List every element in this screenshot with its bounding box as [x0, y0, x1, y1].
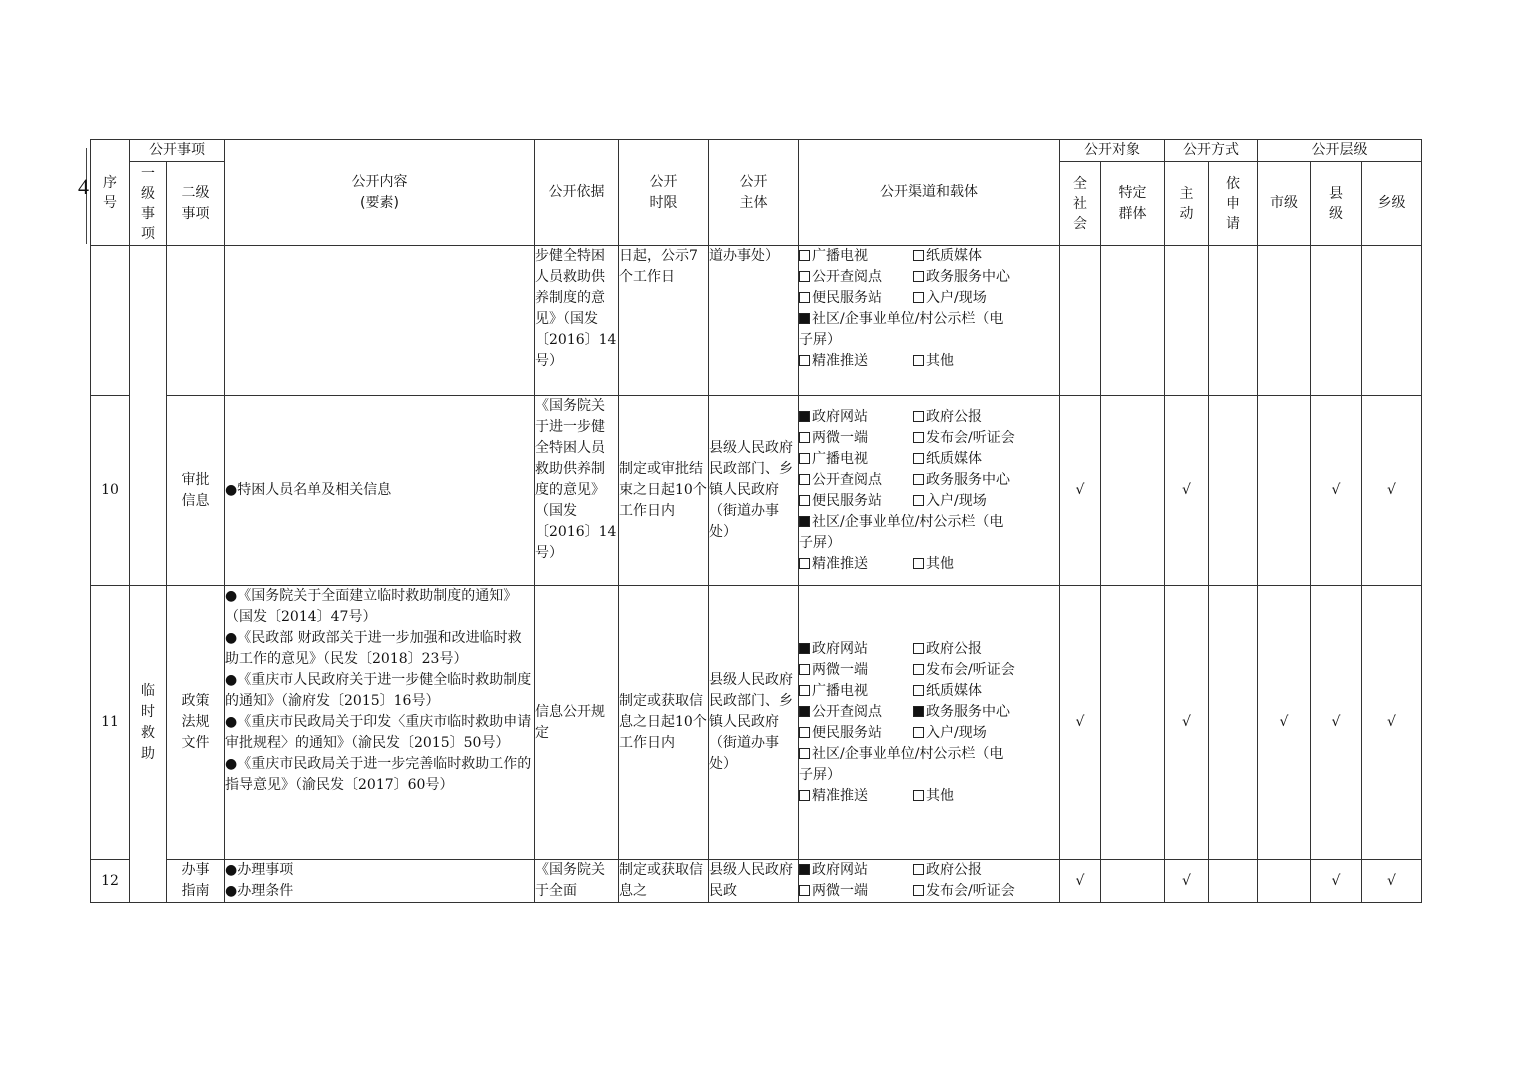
channel-label: 入户/现场	[926, 724, 987, 741]
checked-box-icon	[799, 411, 810, 422]
row-subject: 道办事处）	[709, 246, 799, 396]
channel-label: 政务服务中心	[926, 269, 1010, 285]
row-basis: 《国务院关于全面	[535, 860, 619, 903]
channel-line	[799, 702, 1059, 723]
unchecked-box-icon	[913, 685, 924, 696]
checkmark-icon: √	[1182, 872, 1191, 889]
unchecked-box-icon	[799, 292, 810, 303]
row-level2	[167, 586, 225, 860]
channel-option	[799, 723, 913, 744]
row-content	[225, 396, 535, 586]
row-level-county	[1311, 246, 1362, 396]
header-level-county: 县级	[1311, 162, 1362, 246]
row-level1	[130, 246, 167, 396]
channel-option	[913, 246, 1027, 267]
channel-option	[799, 660, 913, 681]
channel-label: 广播电视	[812, 682, 868, 699]
channel-option	[799, 881, 913, 902]
unchecked-box-icon	[799, 355, 810, 366]
channel-option	[799, 351, 913, 372]
unchecked-box-icon	[913, 474, 924, 485]
unchecked-box-icon	[799, 885, 810, 896]
row-target-all	[1060, 860, 1101, 903]
channel-label: 精准推送	[812, 787, 868, 804]
channel-line	[799, 407, 1059, 428]
row-basis: 信息公开规定	[535, 586, 619, 860]
channel-line	[799, 723, 1059, 744]
channel-label: 入户/现场	[926, 492, 987, 509]
checkmark-icon: √	[1075, 482, 1085, 498]
checkmark-icon: √	[1331, 872, 1341, 889]
row-target-specific	[1101, 246, 1165, 396]
row-time-limit: 制定或审批结束之日起10个工作日内	[619, 396, 709, 586]
header-subject: 公开 主体	[709, 140, 799, 246]
row-seq: 10	[91, 396, 130, 586]
content-item: ●办理事项	[225, 862, 294, 878]
channel-label: 纸质媒体	[926, 682, 982, 699]
header-method-active: 主动	[1165, 162, 1209, 246]
row-basis: 步健全特困人员救助供养制度的意见》（国发〔2016〕14号）	[535, 246, 619, 396]
channel-option	[913, 267, 1027, 288]
row-method-active	[1165, 860, 1209, 903]
row-method-active	[1165, 586, 1209, 860]
channel-option	[913, 723, 1027, 744]
unchecked-box-icon	[913, 271, 924, 282]
channel-option	[799, 491, 913, 512]
unchecked-box-icon	[913, 411, 924, 422]
content-item: ●办理条件	[225, 883, 294, 899]
channel-option	[799, 554, 913, 575]
channel-line	[799, 449, 1059, 470]
row-channels	[799, 860, 1060, 903]
row-level-county	[1311, 860, 1362, 903]
unchecked-box-icon	[913, 453, 924, 464]
unchecked-box-icon	[913, 664, 924, 675]
row-level1-text: 临时救助	[141, 682, 155, 762]
checkmark-icon: √	[1182, 482, 1191, 498]
channel-option	[913, 881, 1027, 902]
header-level-town: 乡级	[1362, 162, 1422, 246]
checked-box-icon	[913, 706, 924, 717]
channel-label: 政府网站	[812, 408, 868, 425]
row-seq: 12	[91, 860, 130, 903]
row-level-city	[1258, 396, 1311, 586]
row-level2	[167, 860, 225, 903]
channel-option	[799, 246, 913, 267]
header-level-group: 公开层级	[1258, 140, 1422, 162]
row-method-active	[1165, 396, 1209, 586]
channel-label: 便民服务站	[812, 724, 882, 741]
channel-line	[799, 554, 1059, 575]
header-items-group: 公开事项	[130, 140, 225, 162]
channel-option	[913, 288, 1027, 309]
disclosure-table	[90, 139, 1422, 903]
unchecked-box-icon	[799, 790, 810, 801]
content-item: ●《重庆市民政局关于印发〈重庆市临时救助申请审批规程〉的通知》（渝民发〔2015〕50号）	[225, 714, 532, 751]
unchecked-box-icon	[799, 250, 810, 261]
row-target-all	[1060, 246, 1101, 396]
row-method-request	[1209, 860, 1258, 903]
unchecked-box-icon	[913, 250, 924, 261]
row-target-all	[1060, 586, 1101, 860]
channel-label: 入户/现场	[926, 290, 987, 306]
channel-line	[799, 351, 1059, 372]
content-item: ●《民政部 财政部关于进一步加强和改进临时救助工作的意见》（民发〔2018〕23号）	[225, 630, 522, 667]
channel-line	[799, 470, 1059, 491]
channel-label: 其他	[926, 787, 954, 804]
header-basis: 公开依据	[535, 140, 619, 246]
row-channels	[799, 586, 1060, 860]
unchecked-box-icon	[913, 643, 924, 654]
channel-option	[913, 428, 1027, 449]
channel-option	[913, 554, 1027, 575]
channel-label: 便民服务站	[812, 290, 882, 306]
row-level2-text: 政策法规文件	[181, 693, 210, 751]
row-level-town	[1362, 396, 1422, 586]
channel-line	[799, 660, 1059, 681]
checkmark-icon: √	[1075, 714, 1085, 730]
row-level-county	[1311, 396, 1362, 586]
checked-box-icon	[799, 516, 810, 527]
channel-option	[913, 639, 1027, 660]
channel-label: 两微一端	[812, 661, 868, 678]
row-level1	[130, 396, 167, 586]
row-level1	[130, 860, 167, 903]
channel-option	[799, 786, 913, 807]
row-level-city	[1258, 586, 1311, 860]
header-content: 公开内容 (要素)	[225, 140, 535, 246]
channel-line	[799, 786, 1059, 807]
row-target-specific	[1101, 586, 1165, 860]
channel-label: 政府公报	[926, 408, 982, 425]
row-target-all	[1060, 396, 1101, 586]
channel-option	[799, 681, 913, 702]
header-method-request: 依申请	[1209, 162, 1258, 246]
table-row	[91, 396, 1422, 586]
channel-label: 公开查阅点	[812, 269, 882, 285]
row-level-town	[1362, 860, 1422, 903]
channel-option	[913, 407, 1027, 428]
row-method-request	[1209, 246, 1258, 396]
channel-label: 发布会/听证会	[926, 883, 1015, 899]
header-method-group: 公开方式	[1165, 140, 1258, 162]
row-target-specific	[1101, 860, 1165, 903]
channel-option	[799, 860, 913, 881]
row-level1	[130, 586, 167, 860]
row-target-specific	[1101, 396, 1165, 586]
unchecked-box-icon	[799, 748, 810, 759]
page-number: 4	[78, 174, 89, 199]
channel-label: 纸质媒体	[926, 450, 982, 467]
channel-line	[799, 744, 1011, 786]
channel-option	[799, 514, 1003, 551]
channel-label: 政府网站	[812, 862, 868, 878]
channel-option	[799, 639, 913, 660]
channel-label: 便民服务站	[812, 492, 882, 509]
channel-line	[799, 309, 1011, 351]
channel-label: 政府公报	[926, 862, 982, 878]
channel-label: 发布会/听证会	[926, 429, 1015, 446]
content-item: ●《重庆市民政局关于进一步完善临时救助工作的指导意见》（渝民发〔2017〕60号）	[225, 756, 532, 793]
checked-box-icon	[799, 643, 810, 654]
checkmark-icon: √	[1182, 714, 1191, 730]
content-item: ●特困人员名单及相关信息	[225, 482, 392, 498]
unchecked-box-icon	[913, 292, 924, 303]
row-subject: 县级人民政府民政	[709, 860, 799, 903]
row-content	[225, 586, 535, 860]
unchecked-box-icon	[799, 495, 810, 506]
unchecked-box-icon	[799, 664, 810, 675]
row-seq: 11	[91, 586, 130, 860]
unchecked-box-icon	[799, 685, 810, 696]
channel-option	[913, 351, 1027, 372]
channel-label: 纸质媒体	[926, 248, 982, 264]
header-time: 公开 时限	[619, 140, 709, 246]
channel-label: 政府公报	[926, 640, 982, 657]
checkmark-icon: √	[1387, 872, 1396, 889]
channel-option	[799, 407, 913, 428]
header-target-all: 全社会	[1060, 162, 1101, 246]
channel-label: 两微一端	[812, 429, 868, 446]
channel-label: 公开查阅点	[812, 703, 882, 720]
channel-line	[799, 491, 1059, 512]
unchecked-box-icon	[913, 558, 924, 569]
checkmark-icon: √	[1387, 482, 1396, 498]
channel-option	[799, 267, 913, 288]
row-time-limit: 制定或获取信息之日起10个工作日内	[619, 586, 709, 860]
channel-label: 社区/企事业单位/村公示栏（电子屏）	[799, 311, 1004, 348]
channel-option	[913, 449, 1027, 470]
channel-option	[799, 470, 913, 491]
channel-label: 其他	[926, 555, 954, 572]
row-channels	[799, 396, 1060, 586]
channel-option	[799, 311, 1003, 348]
channel-line	[799, 639, 1059, 660]
channel-label: 公开查阅点	[812, 471, 882, 488]
channel-label: 发布会/听证会	[926, 661, 1015, 678]
header-target-group: 公开对象	[1060, 140, 1165, 162]
unchecked-box-icon	[913, 495, 924, 506]
header-level2: 二级 事项	[167, 162, 225, 246]
row-seq	[91, 246, 130, 396]
row-content	[225, 246, 535, 396]
row-level2	[167, 246, 225, 396]
header-level-city: 市级	[1258, 162, 1311, 246]
unchecked-box-icon	[799, 432, 810, 443]
unchecked-box-icon	[799, 453, 810, 464]
checkmark-icon: √	[1279, 714, 1289, 730]
channel-option	[799, 746, 1003, 783]
row-basis: 《国务院关于进一步健全特困人员救助供养制度的意见》（国发〔2016〕14号）	[535, 396, 619, 586]
header-seq: 序号	[91, 140, 130, 246]
channel-option	[799, 449, 913, 470]
channel-line	[799, 881, 1059, 902]
unchecked-box-icon	[799, 558, 810, 569]
checked-box-icon	[799, 706, 810, 717]
content-item: ●《国务院关于全面建立临时救助制度的通知》（国发〔2014〕47号）	[225, 588, 518, 625]
unchecked-box-icon	[799, 271, 810, 282]
row-level2-text: 审批信息	[181, 471, 210, 509]
channel-label: 广播电视	[812, 248, 868, 264]
channel-line	[799, 860, 1059, 881]
table-row	[91, 586, 1422, 860]
unchecked-box-icon	[913, 790, 924, 801]
channel-line	[799, 246, 1059, 267]
channel-option	[913, 681, 1027, 702]
unchecked-box-icon	[913, 727, 924, 738]
channel-line	[799, 428, 1059, 449]
unchecked-box-icon	[913, 432, 924, 443]
row-level-county	[1311, 586, 1362, 860]
channel-label: 社区/企事业单位/村公示栏（电子屏）	[799, 745, 1004, 783]
channel-option	[913, 786, 1027, 807]
checkmark-icon: √	[1331, 482, 1341, 498]
row-method-active	[1165, 246, 1209, 396]
row-level2	[167, 396, 225, 586]
channel-option	[913, 860, 1027, 881]
channel-line	[799, 681, 1059, 702]
unchecked-box-icon	[799, 474, 810, 485]
content-item: ●《重庆市人民政府关于进一步健全临时救助制度的通知》（渝府发〔2015〕16号）	[225, 672, 532, 709]
channel-label: 社区/企事业单位/村公示栏（电子屏）	[799, 513, 1004, 551]
channel-option	[913, 491, 1027, 512]
channel-option	[799, 428, 913, 449]
channel-label: 政务服务中心	[926, 703, 1010, 720]
channel-option	[913, 470, 1027, 491]
row-level-city	[1258, 246, 1311, 396]
row-level-city	[1258, 860, 1311, 903]
table-row	[91, 860, 1422, 903]
channel-option	[799, 288, 913, 309]
channel-option	[913, 660, 1027, 681]
checked-box-icon	[799, 313, 810, 324]
unchecked-box-icon	[913, 355, 924, 366]
row-level-town	[1362, 586, 1422, 860]
channel-line	[799, 288, 1059, 309]
unchecked-box-icon	[799, 727, 810, 738]
row-time-limit: 日起，公示7个工作日	[619, 246, 709, 396]
checkmark-icon: √	[1387, 714, 1396, 730]
channel-label: 精准推送	[812, 353, 868, 369]
row-content	[225, 860, 535, 903]
unchecked-box-icon	[913, 864, 924, 875]
row-method-request	[1209, 586, 1258, 860]
row-time-limit: 制定或获取信息之	[619, 860, 709, 903]
row-channels	[799, 246, 1060, 396]
channel-label: 政务服务中心	[926, 471, 1010, 488]
channel-line	[799, 512, 1011, 554]
header-level1: 一级事项	[130, 162, 167, 246]
channel-label: 两微一端	[812, 883, 868, 899]
row-subject: 县级人民政府民政部门、乡镇人民政府（街道办事处）	[709, 586, 799, 860]
header-channels: 公开渠道和载体	[799, 140, 1060, 246]
channel-option	[799, 702, 913, 723]
row-subject: 县级人民政府民政部门、乡镇人民政府（街道办事处）	[709, 396, 799, 586]
row-level2-text: 办事指南	[181, 862, 210, 899]
checkmark-icon: √	[1075, 872, 1085, 889]
channel-label: 精准推送	[812, 555, 868, 572]
checkmark-icon: √	[1331, 714, 1341, 730]
row-level-town	[1362, 246, 1422, 396]
channel-label: 其他	[926, 353, 954, 369]
channel-label: 政府网站	[812, 640, 868, 657]
row-method-request	[1209, 396, 1258, 586]
checked-box-icon	[799, 864, 810, 875]
channel-line	[799, 267, 1059, 288]
header-target-specific: 特定 群体	[1101, 162, 1165, 246]
table-row	[91, 246, 1422, 396]
unchecked-box-icon	[913, 885, 924, 896]
channel-option	[913, 702, 1027, 723]
channel-label: 广播电视	[812, 450, 868, 467]
